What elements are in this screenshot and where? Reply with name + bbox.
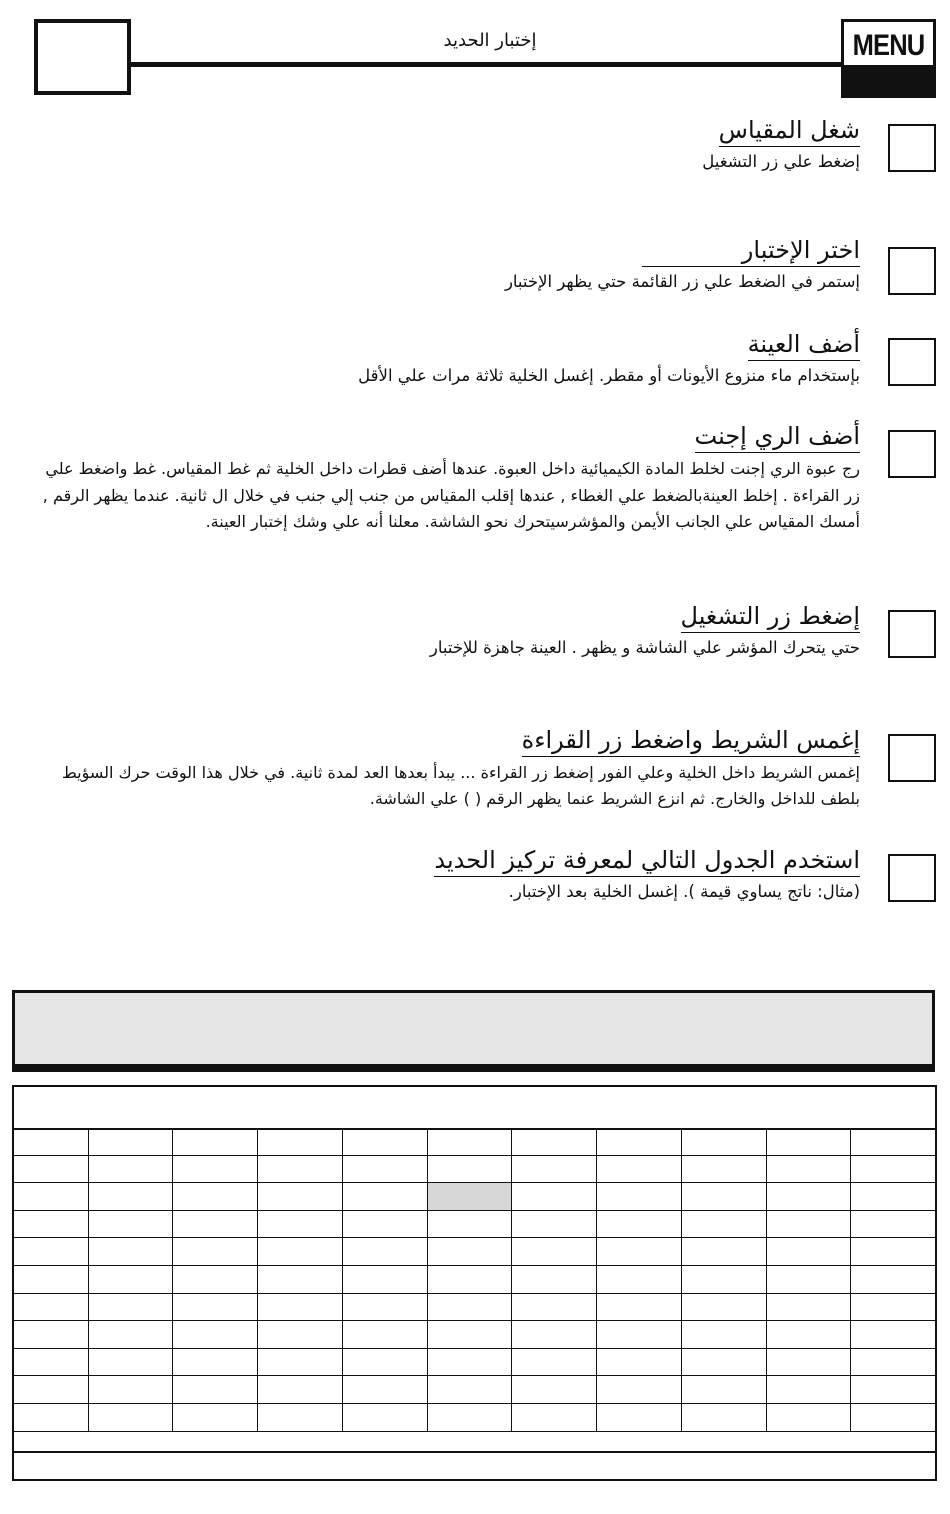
table-cell	[257, 1155, 342, 1183]
step-title: اختر الإختبار	[642, 236, 860, 267]
table-cell	[172, 1155, 257, 1183]
table-cell	[596, 1183, 681, 1211]
table-cell	[257, 1348, 342, 1376]
table-cell	[596, 1293, 681, 1321]
table-cell	[511, 1321, 596, 1349]
table-cell	[257, 1403, 342, 1431]
step-description: رج عبوة الري إجنت لخلط المادة الكيميائية داخل العبوة. عندها أضف قطرات داخل الخلية ثم غط المقياس. غط واضغط علي زر القراءة . إخلط العينةبالضغط علي الغطاء , عندها إقلب المقياس من جنب إلي جنب في خلال ال ثانية. عندما يظهر الرقم , أمسك المقياس علي الجانب الأيمن والمؤشرسيتحرك نحو الشاشة. معلنا أنه علي وشك إختبار العينة.	[42, 459, 860, 531]
table-cell	[766, 1265, 850, 1293]
table-cell	[88, 1265, 172, 1293]
table-cell	[681, 1210, 766, 1238]
table-row	[14, 1210, 935, 1238]
table-cell	[14, 1321, 88, 1349]
table-cell	[88, 1348, 172, 1376]
table-header-row	[14, 1087, 935, 1130]
table-cell	[427, 1403, 511, 1431]
table-cell	[427, 1128, 511, 1155]
table-cell	[850, 1183, 935, 1211]
table-cell	[681, 1403, 766, 1431]
table-row	[14, 1265, 935, 1293]
table-grid	[14, 1128, 935, 1432]
table-row	[14, 1348, 935, 1376]
table-cell	[850, 1155, 935, 1183]
table-cell	[342, 1403, 427, 1431]
table-cell	[172, 1183, 257, 1211]
result-panel	[12, 990, 935, 1072]
header-rule	[131, 62, 844, 67]
table-cell	[766, 1403, 850, 1431]
table-cell	[427, 1376, 511, 1404]
table-cell	[766, 1238, 850, 1266]
step-title: إغمس الشريط واضغط زر القراءة	[522, 726, 860, 757]
step-description: (مثال: ناتج يساوي قيمة ). إغسل الخلية بعد الإختبار.	[508, 882, 860, 901]
step-title: إضغط زر التشغيل	[681, 602, 860, 633]
table-cell	[681, 1321, 766, 1349]
table-cell	[257, 1321, 342, 1349]
table-cell	[172, 1376, 257, 1404]
table-cell	[850, 1293, 935, 1321]
table-row	[14, 1238, 935, 1266]
table-cell	[342, 1210, 427, 1238]
table-cell	[257, 1210, 342, 1238]
table-cell	[681, 1293, 766, 1321]
step-description: إستمر في الضغط علي زر القائمة حتي يظهر الإختبار	[504, 272, 860, 291]
step-select-test	[40, 236, 860, 294]
table-cell	[511, 1183, 596, 1211]
table-cell	[172, 1128, 257, 1155]
table-cell	[766, 1183, 850, 1211]
table-cell	[427, 1155, 511, 1183]
table-cell	[427, 1265, 511, 1293]
table-cell	[88, 1155, 172, 1183]
concentration-table	[12, 1085, 937, 1481]
table-cell	[342, 1348, 427, 1376]
step-title: أضف الري إجنت	[695, 422, 860, 453]
table-cell	[596, 1155, 681, 1183]
table-row	[14, 1403, 935, 1431]
table-cell	[14, 1183, 88, 1211]
table-cell	[850, 1210, 935, 1238]
table-cell	[88, 1238, 172, 1266]
table-cell	[681, 1376, 766, 1404]
table-cell	[172, 1321, 257, 1349]
table-row	[14, 1155, 935, 1183]
table-cell	[88, 1183, 172, 1211]
step-dip-strip	[40, 726, 860, 812]
table-cell	[681, 1238, 766, 1266]
table-footer-row	[14, 1451, 935, 1479]
table-cell	[342, 1376, 427, 1404]
table-cell	[88, 1210, 172, 1238]
menu-label: MENU	[852, 29, 925, 62]
table-cell	[172, 1403, 257, 1431]
table-cell	[766, 1321, 850, 1349]
step-title: استخدم الجدول التالي لمعرفة تركيز الحديد	[434, 846, 860, 877]
table-cell	[850, 1265, 935, 1293]
table-cell	[427, 1238, 511, 1266]
table-cell	[850, 1238, 935, 1266]
table-cell	[257, 1265, 342, 1293]
table-row	[14, 1128, 935, 1155]
table-cell	[172, 1348, 257, 1376]
step-checkbox[interactable]	[888, 610, 936, 658]
step-add-sample	[40, 330, 860, 388]
table-cell	[511, 1128, 596, 1155]
table-cell	[766, 1293, 850, 1321]
step-title: شغل المقياس	[719, 116, 860, 147]
step-checkbox[interactable]	[888, 247, 936, 295]
table-cell	[342, 1293, 427, 1321]
table-cell	[14, 1348, 88, 1376]
table-cell	[511, 1238, 596, 1266]
table-cell	[681, 1348, 766, 1376]
table-row	[14, 1293, 935, 1321]
step-add-reagent	[40, 422, 860, 536]
table-cell	[14, 1238, 88, 1266]
table-cell	[596, 1348, 681, 1376]
table-cell	[257, 1238, 342, 1266]
table-cell	[766, 1210, 850, 1238]
table-cell	[257, 1183, 342, 1211]
menu-badge	[841, 19, 936, 98]
table-cell	[14, 1403, 88, 1431]
table-cell	[511, 1210, 596, 1238]
table-cell	[766, 1155, 850, 1183]
table-cell	[766, 1376, 850, 1404]
table-cell	[342, 1321, 427, 1349]
menu-badge-fill	[844, 65, 933, 95]
table-cell	[172, 1238, 257, 1266]
table-cell	[88, 1376, 172, 1404]
table-cell	[596, 1128, 681, 1155]
table-row	[14, 1376, 935, 1404]
step-checkbox[interactable]	[888, 734, 936, 782]
table-cell	[172, 1293, 257, 1321]
step-power-on	[40, 116, 860, 174]
table-cell	[850, 1376, 935, 1404]
table-cell	[596, 1238, 681, 1266]
table-cell	[681, 1128, 766, 1155]
step-description: حتي يتحرك المؤشر علي الشاشة و يظهر . العينة جاهزة للإختبار	[429, 638, 860, 657]
table-cell	[342, 1155, 427, 1183]
step-press-power	[40, 602, 860, 660]
table-cell	[342, 1128, 427, 1155]
table-cell	[766, 1348, 850, 1376]
table-cell	[88, 1321, 172, 1349]
table-cell	[511, 1265, 596, 1293]
table-cell	[88, 1293, 172, 1321]
table-cell	[172, 1265, 257, 1293]
table-cell	[766, 1128, 850, 1155]
table-cell	[427, 1348, 511, 1376]
table-cell	[681, 1265, 766, 1293]
table-cell	[596, 1403, 681, 1431]
table-cell	[681, 1183, 766, 1211]
table-cell	[88, 1403, 172, 1431]
table-cell	[427, 1183, 511, 1211]
table-cell	[14, 1293, 88, 1321]
table-cell	[14, 1376, 88, 1404]
table-cell	[596, 1265, 681, 1293]
step-checkbox[interactable]	[888, 338, 936, 386]
table-cell	[511, 1403, 596, 1431]
table-cell	[257, 1293, 342, 1321]
table-cell	[342, 1238, 427, 1266]
table-cell	[596, 1376, 681, 1404]
step-description: إضغط علي زر التشغيل	[702, 152, 860, 171]
step-use-table	[40, 846, 860, 904]
table-cell	[511, 1348, 596, 1376]
table-cell	[14, 1128, 88, 1155]
step-description: إغمس الشريط داخل الخلية وعلي الفور إضغط زر القراءة ... يبدأ بعدها العد لمدة ثانية. في خلال هذا الوقت حرك السؤيط بلطف للداخل والخارج. ثم انزع الشريط عنما يظهر الرقم ( ) علي الشاشة.	[61, 763, 860, 808]
table-cell	[172, 1210, 257, 1238]
table-row	[14, 1321, 935, 1349]
table-cell	[14, 1265, 88, 1293]
table-cell	[342, 1265, 427, 1293]
step-checkbox[interactable]	[888, 430, 936, 478]
table-cell	[596, 1321, 681, 1349]
step-checkbox[interactable]	[888, 854, 936, 902]
step-description: بإستخدام ماء منزوع الأيونات أو مقطر. إغسل الخلية ثلاثة مرات علي الأقل	[358, 366, 860, 385]
step-checkbox[interactable]	[888, 124, 936, 172]
table-cell	[596, 1210, 681, 1238]
table-cell	[511, 1376, 596, 1404]
table-cell	[88, 1128, 172, 1155]
table-cell	[681, 1155, 766, 1183]
table-cell	[511, 1293, 596, 1321]
table-cell	[14, 1210, 88, 1238]
table-cell	[427, 1293, 511, 1321]
table-cell	[427, 1210, 511, 1238]
table-cell	[850, 1348, 935, 1376]
table-cell	[850, 1321, 935, 1349]
page-title: إختبار الحديد	[443, 30, 537, 51]
table-cell	[850, 1403, 935, 1431]
table-cell	[257, 1128, 342, 1155]
table-cell	[511, 1155, 596, 1183]
table-row	[14, 1183, 935, 1211]
table-cell	[257, 1376, 342, 1404]
table-cell	[342, 1183, 427, 1211]
table-cell	[14, 1155, 88, 1183]
step-title: أضف العينة	[748, 330, 860, 361]
table-cell	[850, 1128, 935, 1155]
table-cell	[427, 1321, 511, 1349]
header-blank-box	[34, 19, 131, 95]
